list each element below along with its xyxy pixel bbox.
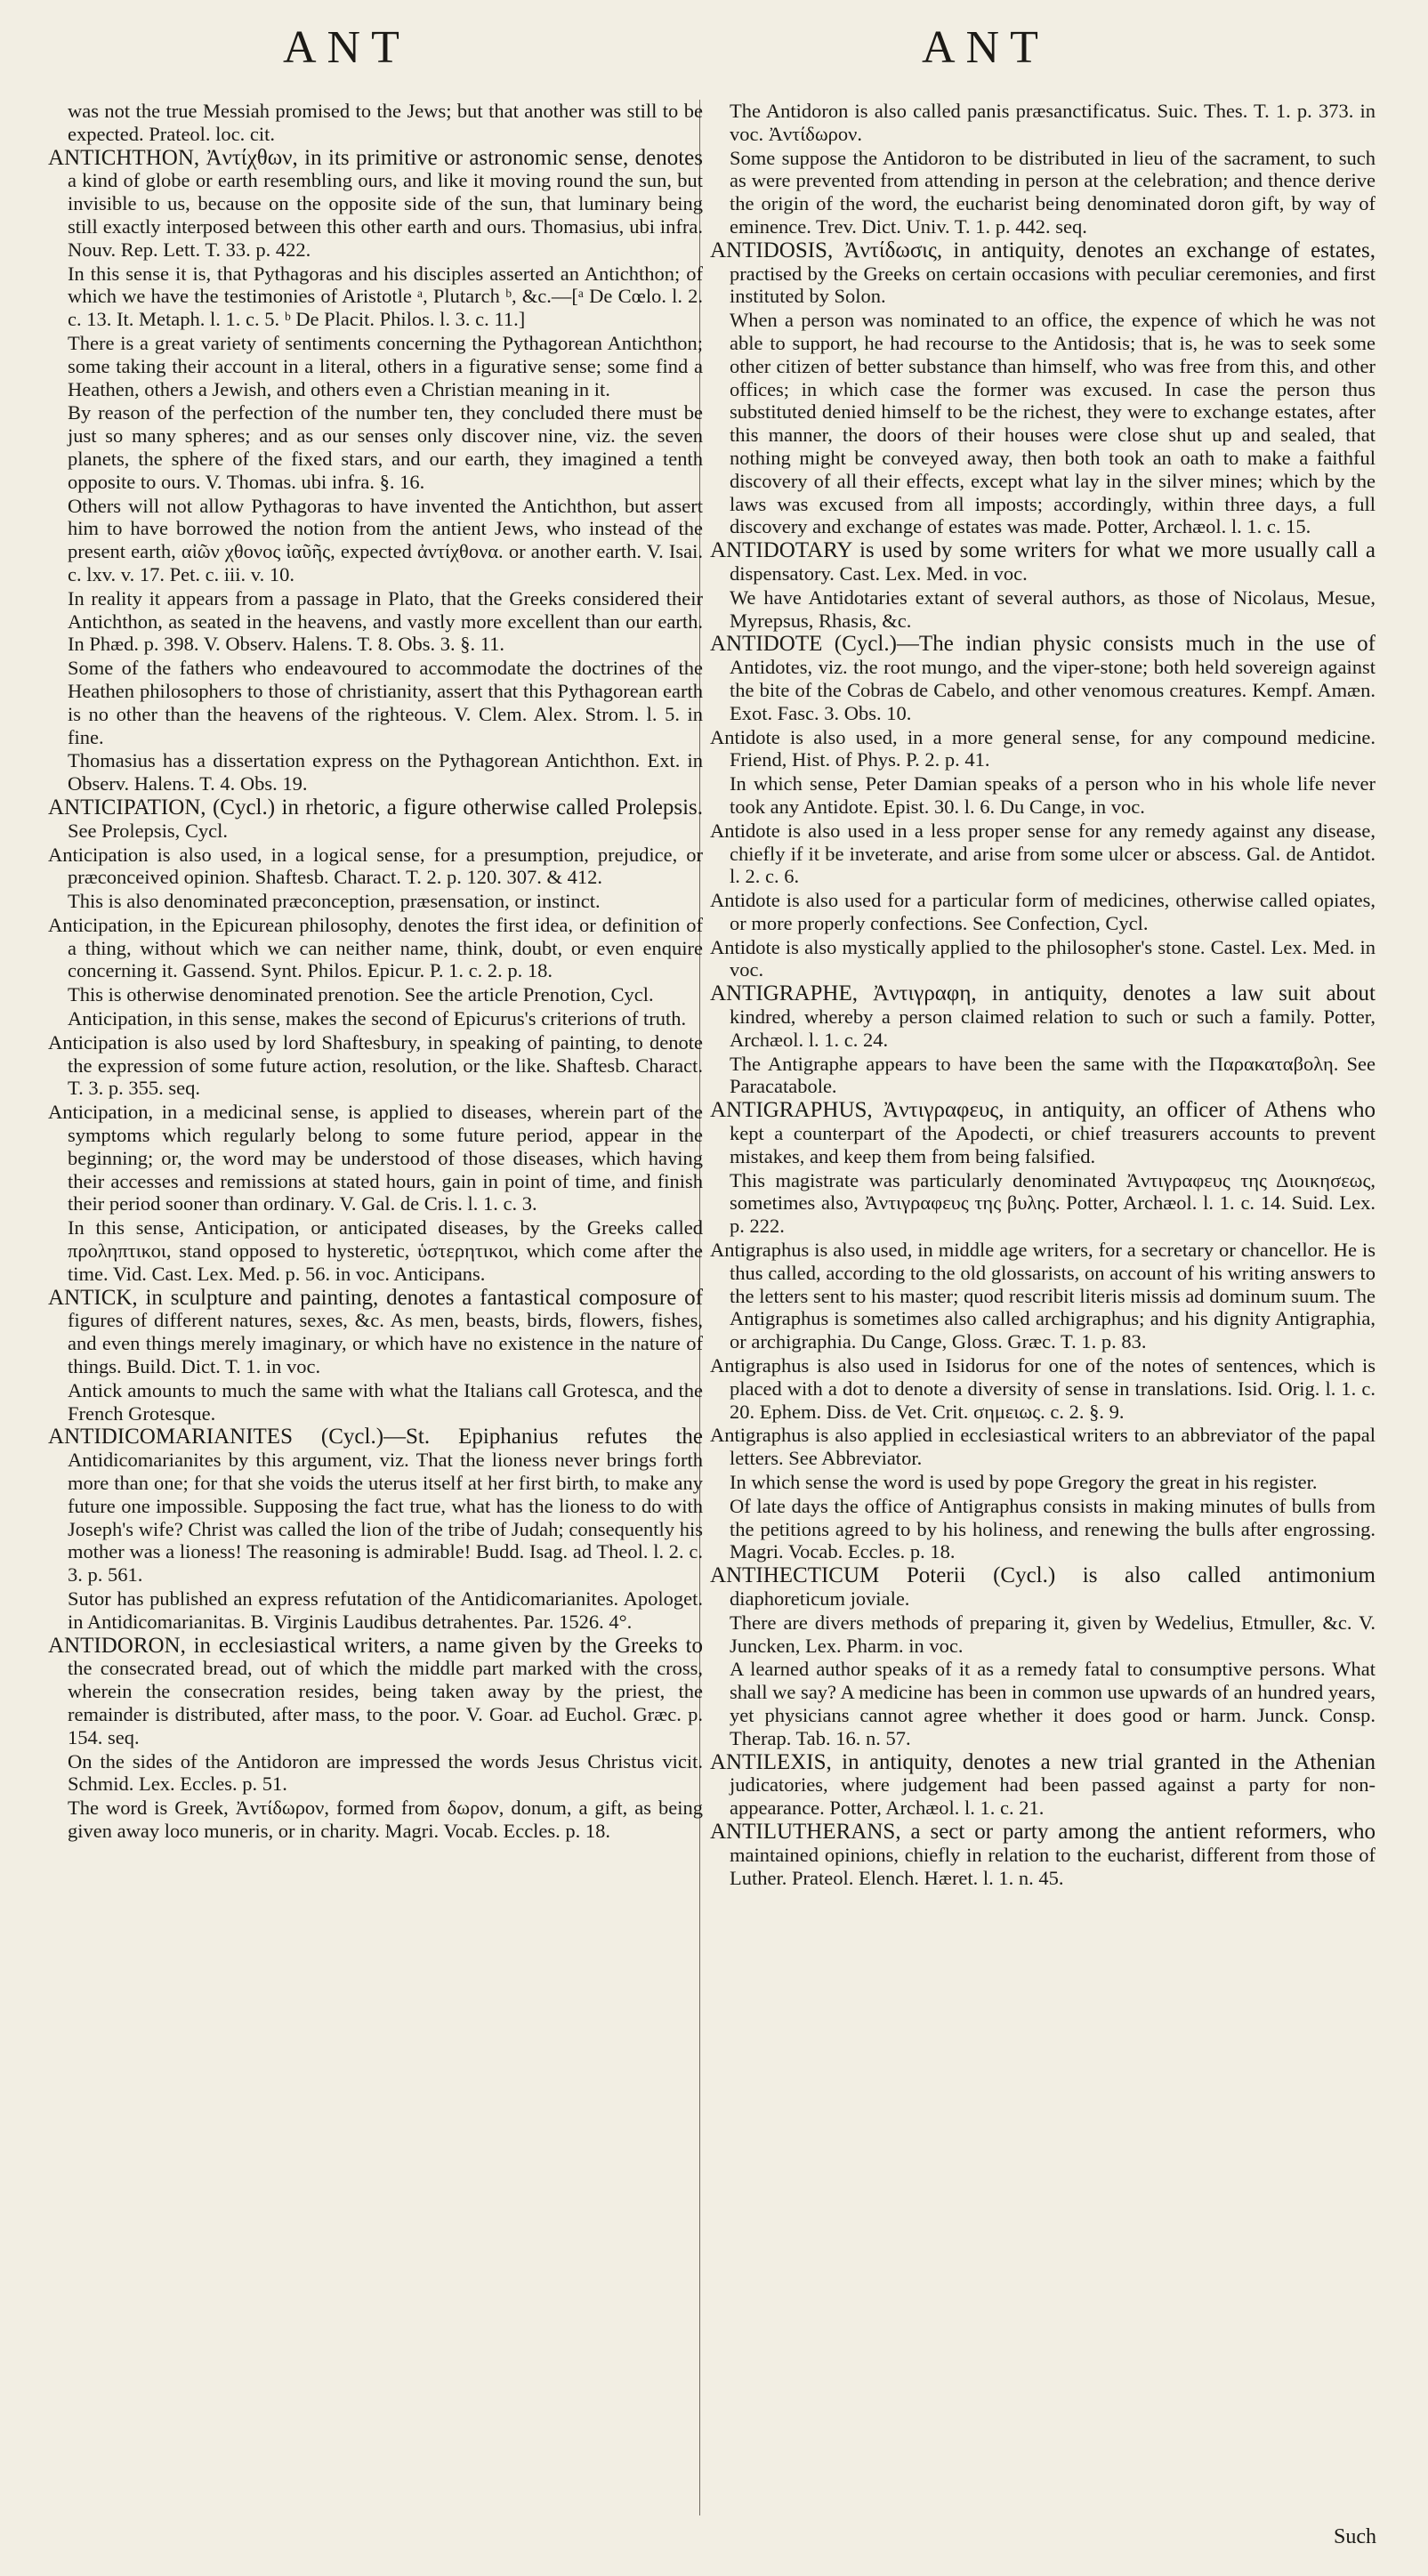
running-head-right: ANT (922, 22, 1049, 73)
entry-antick: ANTICK, in sculpture and painting, denotes a fantastical composure of figures of different natures, sexes, &c. As men, beasts, birds, flowers, fishes, and even things merely imaginary, or which have no existence in the nature of things. Build. Dict. T. 1. in voc. (48, 1285, 703, 1378)
entry-antigraphus: ANTIGRAPHUS, Ἀντιγραφευς, in antiquity, an officer of Athens who kept a counterpart of the Apodecti, or chief treasurers accounts to prevent mistakes, and keep them from being falsified. (710, 1098, 1376, 1167)
entry-antihecticum: ANTIHECTICUM Poterii (Cycl.) is also called antimonium diaphoreticum joviale. (710, 1563, 1376, 1610)
paragraph: Antidote is also used in a less proper sense for any remedy against any disease, chiefly if it be inveterate, and arise from some ulcer or abscess. Gal. de Antidot. l. 2. c. 6. (710, 819, 1376, 888)
entry-antichthon: ANTICHTHON, Ἀντίχθων, in its primitive or astronomic sense, denotes a kind of globe or earth resembling ours, and like it moving round the sun, but invisible to us, because on the opposite side of the sun, that luminary being still exactly interposed between this other earth and ours. Thomasius, ubi infra. Nouv. Rep. Lett. T. 33. p. 422. (48, 145, 703, 261)
paragraph: On the sides of the Antidoron are impressed the words Jesus Christus vicit. Schmid. Lex. Eccles. p. 51. (68, 1749, 703, 1796)
entry-antidicomarianites: ANTIDICOMARIANITES (Cycl.)—St. Epiphanius refutes the Antidicomarianites by this argument, viz. That the lioness never brings forth more than one; for that she voids the uterus itself at her first birth, to make any future one impossible. Supposing the fact true, what has the lioness to do with Joseph's wife? Christ was called the lion of the tribe of Judah; consequently his mother was a lioness! The reasoning is admirable! Budd. Isag. ad Theol. l. 2. c. 3. p. 561. (48, 1425, 703, 1587)
paragraph: Anticipation, in this sense, makes the second of Epicurus's criterions of truth. (68, 1007, 687, 1030)
paragraph: Antidote is also used for a particular form of medicines, otherwise called opiates, or more properly confections. See Confection, Cycl. (710, 889, 1376, 934)
paragraph: In this sense it is, that Pythagoras and his disciples asserted an Antichthon; of which we have the testimonies of Aristotle ᵃ, Plutarch ᵇ, &c.—[ᵃ De Cœlo. l. 2. c. 13. It. Metaph. l. 1. c. 5. ᵇ De Placit. Philos. l. 3. c. 11.] (68, 262, 703, 331)
entry-antigraphe: ANTIGRAPHE, Ἀντιγραφη, in antiquity, denotes a law suit about kindred, whereby a person claimed relation to such or such a family. Potter, Archæol. l. 1. c. 24. (710, 981, 1376, 1051)
catchword: Such (1334, 2525, 1376, 2548)
paragraph: Antigraphus is also used in Isidorus for one of the notes of sentences, which is placed with a dot to denote a diversity of sense in translations. Isid. Orig. l. 1. c. 20. Ephem. Diss. de Vet. Crit. σημειως. c. 2. §. 9. (710, 1354, 1376, 1423)
paragraph: Anticipation, in a medicinal sense, is applied to diseases, wherein part of the symptoms which regularly belong to some future period, appear in the beginning; or, the word may be understood of those diseases, which having their accesses and remissions at stated hours, gain in point of time, and finish their period sooner than ordinary. V. Gal. de Cris. l. 1. c. 3. (48, 1101, 703, 1215)
left-column (48, 100, 703, 1844)
entry-antidote: ANTIDOTE (Cycl.)—The indian physic consists much in the use of Antidotes, viz. the root mungo, and the viper-stone; both held sovereign against the bite of the Cobras de Cabelo, and other venomous creatures. Kempf. Amæn. Exot. Fasc. 3. Obs. 10. (710, 632, 1376, 724)
paragraph: The Antidoron is also called panis præsanctificatus. Suic. Thes. T. 1. p. 373. in voc. Ἀντίδωρον. (730, 100, 1376, 145)
paragraph: Anticipation is also used, in a logical sense, for a presumption, prejudice, or præconceived opinion. Shaftesb. Charact. T. 2. p. 120. 307. & 412. (48, 843, 703, 889)
paragraph: There are divers methods of preparing it, given by Wedelius, Etmuller, &c. V. Juncken, Lex. Pharm. in voc. (730, 1611, 1376, 1657)
paragraph: This is otherwise denominated prenotion. See the article Prenotion, Cycl. (68, 983, 654, 1006)
paragraph: Anticipation is also used by lord Shaftesbury, in speaking of painting, to denote the expression of some future action, resolution, or the like. Shaftesb. Charact. T. 3. p. 355. seq. (48, 1030, 703, 1100)
entry-antidotary: ANTIDOTARY is used by some writers for what we more usually call a dispensatory. Cast. Lex. Med. in voc. (710, 538, 1376, 585)
paragraph: This is also denominated præconception, præsensation, or instinct. (68, 890, 601, 913)
paragraph: Anticipation, in the Epicurean philosophy, denotes the first idea, or definition of a thing, without which we can neither name, think, doubt, or even enquire concerning it. Gassend. Synt. Philos. Epicur. P. 1. c. 2. p. 18. (48, 913, 703, 982)
entry-antidoron: ANTIDORON, in ecclesiastical writers, a name given by the Greeks to the consecrated bread, out of which the middle part marked with the cross, wherein the consecration resides, being taken away by the priest, the remainder is distributed, after mass, to the poor. V. Goar. ad Euchol. Græc. p. 154. seq. (48, 1633, 703, 1748)
paragraph: Others will not allow Pythagoras to have invented the Antichthon, but assert him to have borrowed the notion from the antient Jews, who instead of the present earth, αἰῶν χθονος ἰαῦῆς, expected ἀντίχθονα. or another earth. V. Isai. c. lxv. v. 17. Pet. c. iii. v. 10. (68, 494, 703, 585)
paragraph: was not the true Messiah promised to the Jews; but that another was still to be expected. Prateol. loc. cit. (68, 100, 703, 145)
paragraph: In this sense, Anticipation, or anticipated diseases, by the Greeks called προληπτικοι, stand opposed to hysteretic, ὑστερητικοι, which come after the time. Vid. Cast. Lex. Med. p. 56. in voc. Anticipans. (68, 1216, 703, 1285)
paragraph: Some of the fathers who endeavoured to accommodate the doctrines of the Heathen philosophers to those of christianity, assert that this Pythagorean earth is no other than the heavens of the righteous. V. Clem. Alex. Strom. l. 5. in fine. (68, 657, 703, 748)
entry-antilexis: ANTILEXIS, in antiquity, denotes a new trial granted in the Athenian judicatories, where judgement had been passed against a party for non-appearance. Potter, Archæol. l. 1. c. 21. (710, 1749, 1376, 1820)
entry-antilutherans: ANTILUTHERANS, a sect or party among the antient reformers, who maintained opinions, chiefly in relation to the eucharist, different from those of Luther. Prateol. Elench. Hæret. l. 1. n. 45. (710, 1819, 1376, 1889)
paragraph: Antidote is also used, in a more general sense, for any compound medicine. Friend, Hist. of Phys. P. 2. p. 41. (710, 725, 1376, 771)
paragraph: Antidote is also mystically applied to the philosopher's stone. Castel. Lex. Med. in voc. (710, 935, 1376, 981)
paragraph: By reason of the perfection of the number ten, they concluded there must be just so many spheres; and as our senses only discover nine, viz. the seven planets, the sphere of the fixed stars, and our earth, they imagined a tenth opposite to ours. V. Thomas. ubi infra. §. 16. (68, 401, 703, 493)
paragraph: A learned author speaks of it as a remedy fatal to consumptive persons. What shall we say? A medicine has been in common use upwards of an hundred years, yet physicians cannot agree whether it does good or harm. Junck. Consp. Therap. Tab. 16. n. 57. (730, 1658, 1376, 1749)
entry-anticipation: ANTICIPATION, (Cycl.) in rhetoric, a figure otherwise called Prolepsis. See Prolepsis, Cycl. (48, 795, 703, 842)
paragraph: Antigraphus is also used, in middle age writers, for a secretary or chancellor. He is thus called, according to the old glossarists, on account of his writing answers to the letters sent to his master; quod rescribit literis missis ad dominum suum. The Antigraphus is sometimes also called archigraphus; and his dignity Antigraphia, or archigraphia. Du Cange, Gloss. Græc. T. 1. p. 83. (710, 1239, 1376, 1353)
paragraph: Antick amounts to much the same with what the Italians call Grotesca, and the French Grotesque. (68, 1378, 703, 1425)
entry-antidosis: ANTIDOSIS, Ἀντίδωσις, in antiquity, denotes an exchange of estates, practised by the Greeks on certain occasions with peculiar ceremonies, and first instituted by Solon. (710, 238, 1376, 308)
paragraph: The word is Greek, Ἀντίδωρον, formed from δωρον, donum, a gift, as being given away loco muneris, or in charity. Magri. Vocab. Eccles. p. 18. (68, 1797, 703, 1842)
paragraph: The Antigraphe appears to have been the same with the Παρακαταβολη. See Paracatabole. (730, 1052, 1376, 1098)
paragraph: Some suppose the Antidoron to be distributed in lieu of the sacrament, to such as were prevented from attending in person at the celebration; and thence derive the origin of the word, the eucharist being denominated doron gift, by way of eminence. Trev. Dict. Univ. T. 1. p. 442. seq. (730, 146, 1376, 238)
paragraph: Thomasius has a dissertation express on the Pythagorean Antichthon. Ext. in Observ. Halens. T. 4. Obs. 19. (68, 749, 703, 795)
paragraph: We have Antidotaries extant of several authors, as those of Nicolaus, Mesue, Myrepsus, Rhasis, &c. (730, 585, 1376, 632)
paragraph: Sutor has published an express refutation of the Antidicomarianites. Apologet. in Antidicomarianitas. B. Virginis Laudibus detrahentes. Par. 1526. 4°. (68, 1587, 703, 1633)
paragraph: In which sense the word is used by pope Gregory the great in his register. (730, 1471, 1318, 1494)
paragraph: In reality it appears from a passage in Plato, that the Greeks considered their Antichthon, as seated in the heavens, and vastly more excellent than our earth. In Phæd. p. 398. V. Observ. Halens. T. 8. Obs. 3. §. 11. (68, 586, 703, 656)
paragraph: This magistrate was particularly denominated Ἀντιγραφευς της Διοικησεως, sometimes also, Ἀντιγραφευς της βυλης. Potter, Archæol. l. 1. c. 14. Suid. Lex. p. 222. (730, 1168, 1376, 1238)
paragraph: When a person was nominated to an office, the expence of which he was not able to support, he had recourse to the Antidosis; that is, he was to seek some other citizen of better substance than himself, who was free from this, and other offices; in which case the former was excused. In case the person thus substituted denied himself to be the richest, they were to exchange estates, after this manner, the doors of their houses were close shut up and sealed, that nothing might be conveyed away, then both took an oath to make a faithful discovery of all their effects, except what lay in the silver mines; which by the laws was excused from all imposts; accordingly, within three days, a full discovery and exchange of estates was made. Potter, Archæol. l. 1. c. 15. (730, 309, 1376, 538)
right-column (710, 100, 1376, 1890)
running-head-left: ANT (283, 22, 410, 73)
paragraph: Of late days the office of Antigraphus consists in making minutes of bulls from the petitions agreed to by his holiness, and renewing the bulls after engrossing. Magri. Vocab. Eccles. p. 18. (730, 1494, 1376, 1563)
paragraph: Antigraphus is also applied in ecclesiastical writers to an abbreviator of the papal letters. See Abbreviator. (710, 1424, 1376, 1470)
paragraph: There is a great variety of sentiments concerning the Pythagorean Antichthon; some taking their account in a literal, others in a figurative sense; some find a Heathen, others a Jewish, and others even a Christian meaning in it. (68, 331, 703, 400)
paragraph: In which sense, Peter Damian speaks of a person who in his whole life never took any Antidote. Epist. 30. l. 6. Du Cange, in voc. (730, 772, 1376, 818)
